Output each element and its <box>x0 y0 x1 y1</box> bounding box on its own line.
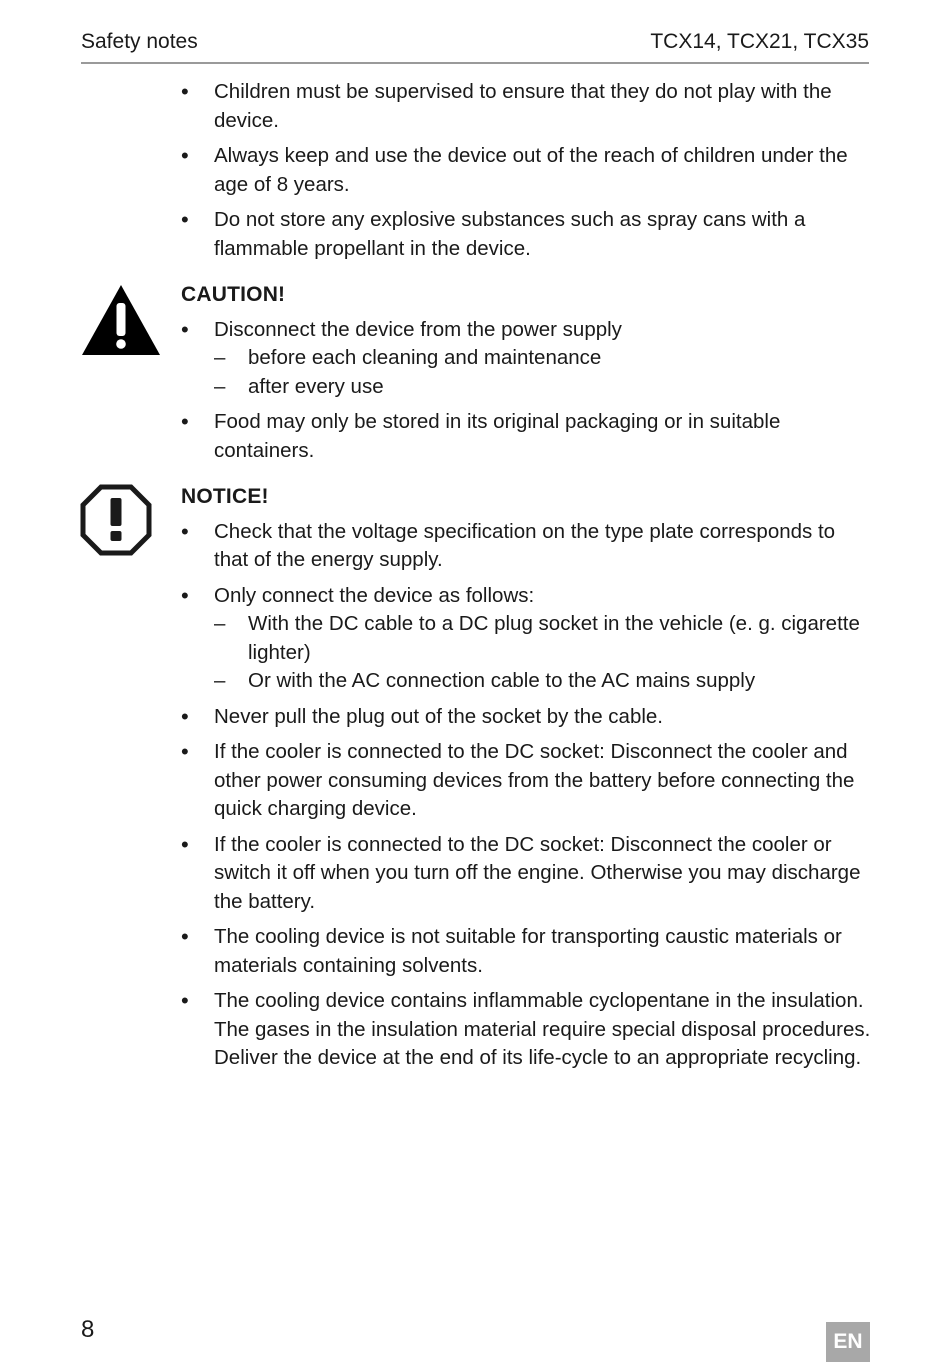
list-item: • Children must be supervised to ensure that they do not play with the device. <box>181 79 832 132</box>
list-item: • Do not store any explosive substances such as spray cans with a flammable propellant in the device. <box>181 207 806 260</box>
sub-list <box>214 344 871 401</box>
page-number: 8 <box>81 1316 95 1343</box>
page-header <box>81 28 869 64</box>
list-item: • Never pull the plug out of the socket by the cable. <box>181 703 871 732</box>
bullet: • <box>181 518 189 544</box>
list-item: • The cooling device is not suitable for transporting caustic materials or materials containing solvents. <box>181 924 842 977</box>
bullet: • <box>181 409 189 434</box>
sub-list-item: – after every use <box>214 374 384 398</box>
list-item: • If the cooler is connected to the DC socket: Disconnect the cooler or switch it off when you turn off the engine. Otherwise you may discharge the battery. <box>181 831 861 913</box>
warning-triangle-icon <box>80 283 162 357</box>
language-badge: EN <box>826 1322 870 1362</box>
list-item: • Food may only be stored in its original packaging or in suitable containers. <box>181 409 781 462</box>
bullet: • <box>181 924 189 949</box>
model-names: TCX14, TCX21, TCX35 <box>650 30 869 53</box>
list-item: • If the cooler is connected to the DC socket: Disconnect the cooler and other power consuming devices from the battery before connecting the quick charging device. <box>181 739 855 820</box>
caution-heading: CAUTION! <box>181 283 286 306</box>
notice-heading: NOTICE! <box>181 485 269 508</box>
bullet: • <box>181 988 189 1013</box>
bullet: • <box>181 739 189 764</box>
caution-block <box>181 281 871 465</box>
sub-list-item: – before each cleaning and maintenance <box>214 346 602 369</box>
sub-list <box>214 610 871 696</box>
bullet: • <box>181 582 189 608</box>
bullet: • <box>181 831 189 857</box>
list-item: • Always keep and use the device out of the reach of children under the age of 8 years. <box>181 143 848 196</box>
list-item: • The cooling device contains inflammable cyclopentane in the insulation. The gases in the insulation material require special disposal procedures. Deliver the device at the end of its life-cycle to an appropriate recycling. <box>181 988 871 1069</box>
bullet: • <box>181 207 189 232</box>
page-content <box>181 78 871 1080</box>
notice-block <box>181 483 871 1073</box>
notice-list <box>181 518 871 1073</box>
list-item: • Disconnect the device from the power supply – before each cleaning and maintenance – after every use <box>181 316 871 402</box>
bullet: • <box>181 79 189 104</box>
bullet: • <box>181 316 189 342</box>
bullet: • <box>181 703 189 729</box>
sub-list-item: – Or with the AC connection cable to the AC mains supply <box>214 669 756 692</box>
bullet: • <box>181 143 189 168</box>
list-item: • Only connect the device as follows: – With the DC cable to a DC plug socket in the vehicle (e. g. cigarette lighter) – Or with the AC connection cable to the AC mains supply <box>181 582 871 696</box>
section-title: Safety notes <box>81 30 198 53</box>
intro-list <box>181 78 871 263</box>
list-item: • Check that the voltage specification on the type plate corresponds to that of the energy supply. <box>181 518 836 571</box>
sub-list-item: – With the DC cable to a DC plug socket in the vehicle (e. g. cigarette lighter) <box>214 612 860 664</box>
caution-list <box>181 316 871 466</box>
exclamation-octagon-icon <box>80 484 152 556</box>
